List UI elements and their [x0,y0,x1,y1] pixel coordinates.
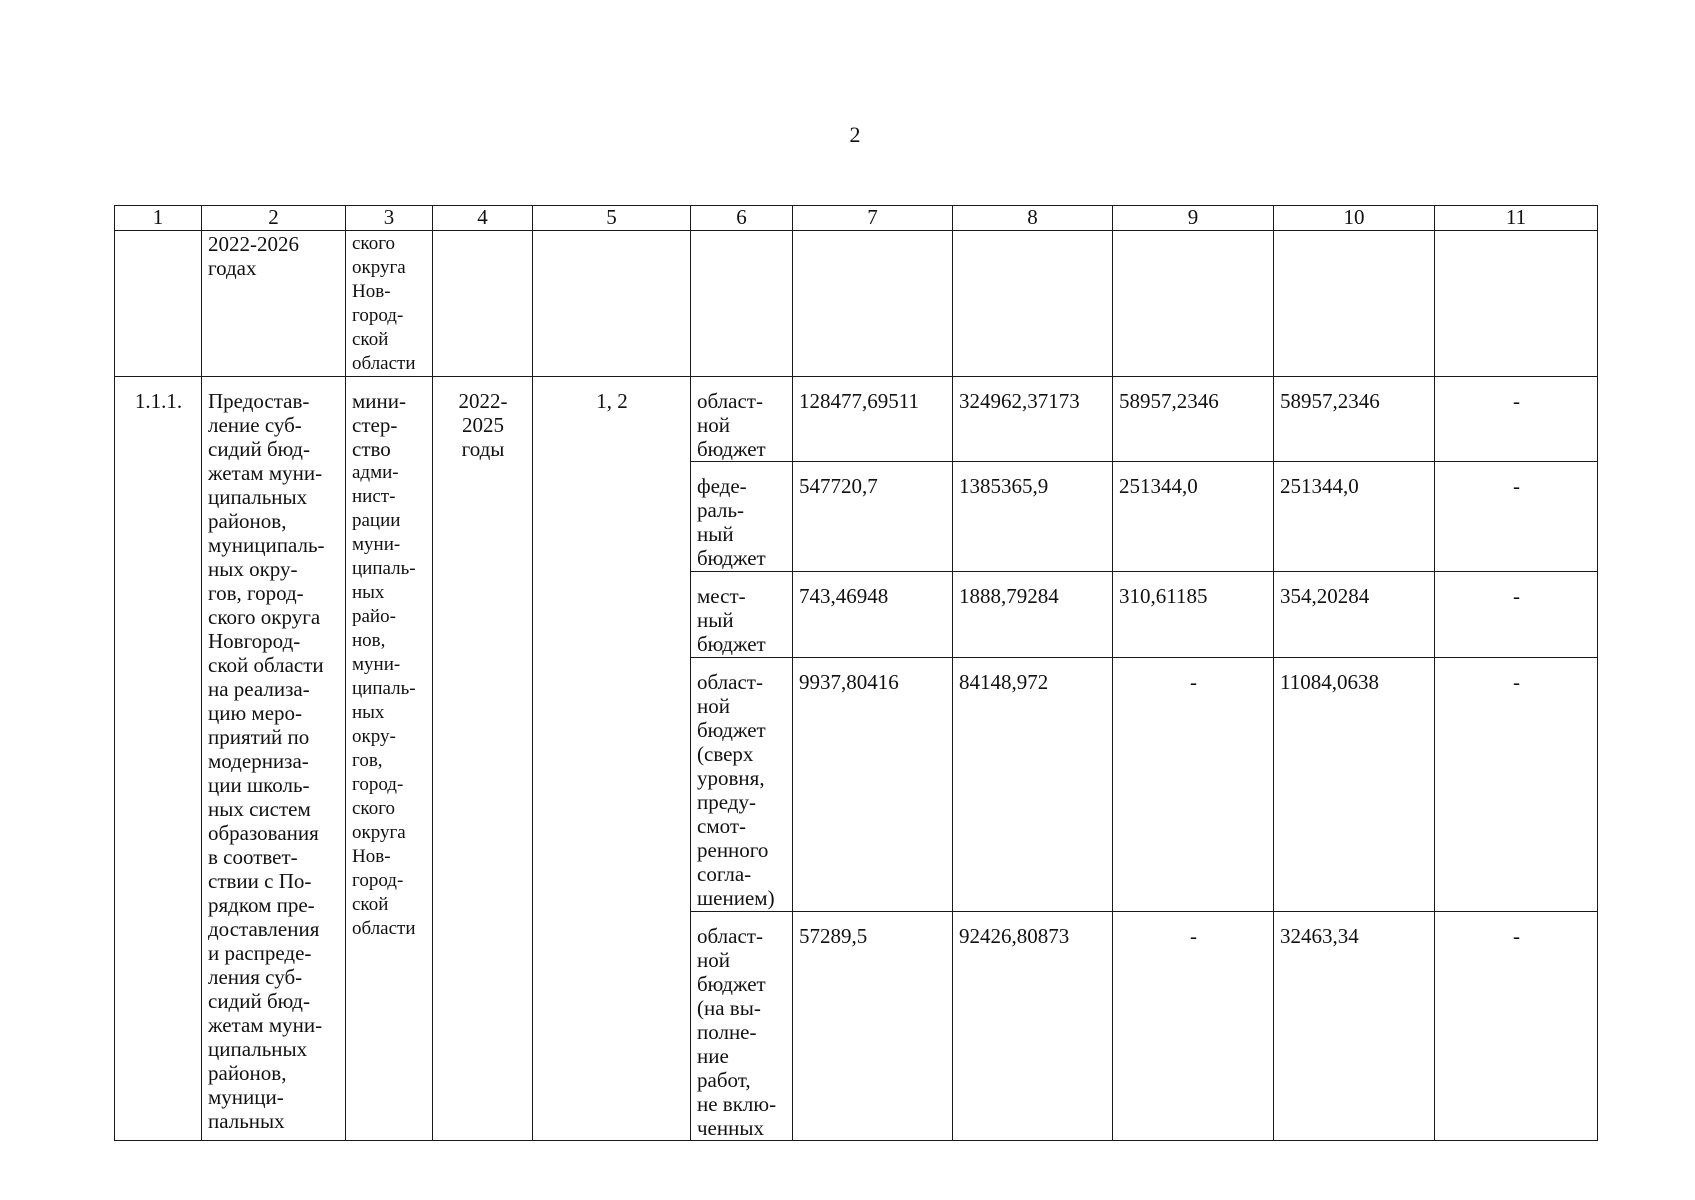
funding-value: 58957,2346 [1113,377,1274,462]
funding-value: 1385365,9 [953,462,1113,572]
table-cell [793,231,953,377]
funding-value: 84148,972 [953,658,1113,912]
funding-value: - [1435,462,1598,572]
funding-value: - [1435,658,1598,912]
funding-value: 11084,0638 [1274,658,1435,912]
funding-value: 324962,37173 [953,377,1113,462]
table-cell [533,231,691,377]
funding-value: - [1435,572,1598,658]
page-number: 2 [849,122,861,147]
table-cell [115,231,202,377]
funding-source: област- ной бюджет [691,377,793,462]
item-description: Предостав- ление суб- сидий бюд- жетам муни- ципальных районов, муниципаль- ных окру- гов, город- ского округа Новгород- ской области на реализа- цию меро- приятий по модерниза- ции школь- ных систем образования в соответ- ствии с По- рядком пре- доставления и распреде- ления суб- сидий бюд- жетам муни- ципальных районов, муници- пальных [202,377,346,1141]
funding-value: 547720,7 [793,462,953,572]
funding-value: - [1113,912,1274,1141]
column-number-cell: 1 [115,206,202,231]
column-number-cell: 4 [433,206,533,231]
funding-value: 251344,0 [1274,462,1435,572]
funding-value: 32463,34 [1274,912,1435,1141]
table-cell [1113,231,1274,377]
funding-value: 743,46948 [793,572,953,658]
column-number-cell: 7 [793,206,953,231]
funding-source: мест- ный бюджет [691,572,793,658]
continuation-description: 2022-2026 годах [202,231,346,377]
item-executor [346,377,433,1141]
item-number: 1.1.1. [115,377,202,1141]
continuation-executor: ского округа Нов- город- ской области [346,231,433,377]
executor-administrations: адми- нист- рации муни- ципаль- ных райо- нов, муни- ципаль- ных окру- гов, город- ского округа Нов- город- ской области [352,462,416,939]
column-number-cell: 8 [953,206,1113,231]
funding-value: - [1435,912,1598,1141]
continuation-row [115,231,1598,377]
column-number-cell: 5 [533,206,691,231]
column-number-cell: 6 [691,206,793,231]
funding-value: 1888,79284 [953,572,1113,658]
funding-value: 310,61185 [1113,572,1274,658]
funding-source: област- ной бюджет (сверх уровня, преду- смот- ренного согла- шением) [691,658,793,912]
item-period: 2022- 2025 годы [433,377,533,1141]
funding-value: 9937,80416 [793,658,953,912]
column-number-cell: 3 [346,206,433,231]
funding-value: 57289,5 [793,912,953,1141]
table-cell [1274,231,1435,377]
funding-value: 92426,80873 [953,912,1113,1141]
funding-source: феде- раль- ный бюджет [691,462,793,572]
table-cell [1435,231,1598,377]
column-number-cell: 9 [1113,206,1274,231]
table-cell [691,231,793,377]
column-number-row [115,206,1598,231]
funding-value: 251344,0 [1113,462,1274,572]
item-indicators: 1, 2 [533,377,691,1141]
column-number-cell: 2 [202,206,346,231]
column-number-cell: 11 [1435,206,1598,231]
funding-source: област- ной бюджет (на вы- полне- ние работ, не вклю- ченных [691,912,793,1141]
funding-value: - [1435,377,1598,462]
table-cell [433,231,533,377]
executor-ministry: мини- стер- ство [352,389,406,461]
funding-value: 354,20284 [1274,572,1435,658]
table-cell [953,231,1113,377]
program-activities-table [114,205,1598,1141]
column-number-cell: 10 [1274,206,1435,231]
funding-value: 128477,69511 [793,377,953,462]
funding-value: - [1113,658,1274,912]
funding-value: 58957,2346 [1274,377,1435,462]
table-row [115,377,1598,462]
